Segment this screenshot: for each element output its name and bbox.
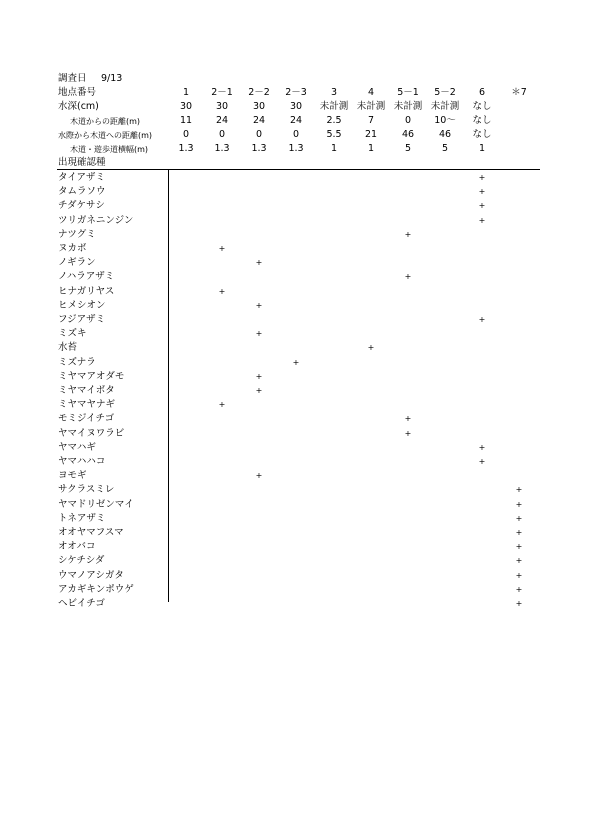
presence-mark: + (478, 443, 486, 452)
header-cell: 46 (438, 129, 452, 140)
presence-mark: + (478, 173, 486, 182)
species-name: ヨモギ (58, 470, 87, 481)
presence-mark: + (515, 514, 523, 523)
presence-mark: + (255, 301, 263, 310)
presence-mark: + (515, 599, 523, 608)
survey-date-label: 調査日 (58, 73, 87, 84)
header-cell: なし (472, 101, 492, 112)
presence-mark: + (515, 500, 523, 509)
header-cell: 3 (330, 87, 338, 98)
presence-mark: + (478, 315, 486, 324)
header-cell: 未計測 (430, 101, 460, 112)
header-cell: 24 (215, 115, 229, 126)
header-cell: 6 (478, 87, 486, 98)
header-cell: 0 (218, 129, 226, 140)
header-cell: 2－3 (285, 87, 307, 98)
header-cell: なし (472, 115, 492, 126)
presence-mark: + (404, 414, 412, 423)
species-name: ヒナガリヤス (58, 286, 115, 297)
species-name: モミジイチゴ (58, 413, 115, 424)
species-name: ミヤマヤナギ (58, 399, 116, 410)
header-cell: 1 (182, 87, 190, 98)
name-column-divider (168, 170, 169, 602)
header-cell: 0 (404, 115, 412, 126)
species-name: ヌカボ (58, 243, 87, 254)
header-cell: 1.3 (178, 143, 194, 154)
header-divider (57, 169, 540, 170)
species-name: 水苔 (58, 342, 78, 353)
species-name: ヒメシオン (58, 300, 106, 311)
header-row-label: 地点番号 (58, 87, 97, 98)
header-row-label: 木道・遊歩道横幅(m) (70, 145, 149, 154)
presence-mark: + (515, 528, 523, 537)
species-name: ヤマハハコ (58, 456, 106, 467)
header-cell: 30 (179, 101, 193, 112)
header-cell: 5 (404, 143, 412, 154)
presence-mark: + (255, 329, 263, 338)
header-cell: 0 (255, 129, 263, 140)
species-name: ノギラン (58, 257, 96, 268)
header-cell: 1 (367, 143, 375, 154)
header-cell: 11 (179, 115, 193, 126)
header-cell: 5－1 (397, 87, 419, 98)
species-name: ナツグミ (58, 229, 96, 240)
presence-mark: + (404, 429, 412, 438)
presence-mark: + (478, 187, 486, 196)
species-name: ツリガネニンジン (58, 215, 134, 226)
presence-mark: + (404, 272, 412, 281)
species-name: ミヤマイボタ (58, 385, 115, 396)
presence-mark: + (478, 457, 486, 466)
species-name: ヤマイヌワラビ (58, 428, 125, 439)
species-name: タムラソウ (58, 186, 106, 197)
species-name: ミズキ (58, 328, 87, 339)
presence-mark: + (515, 585, 523, 594)
header-cell: 2－2 (248, 87, 270, 98)
presence-mark: + (404, 230, 412, 239)
presence-mark: + (255, 372, 263, 381)
header-cell: 24 (252, 115, 266, 126)
header-cell: ＊7 (511, 87, 527, 98)
species-name: ミヤマアオダモ (58, 371, 125, 382)
header-cell: 5.5 (326, 129, 342, 140)
header-cell: 2.5 (326, 115, 342, 126)
presence-mark: + (515, 556, 523, 565)
header-cell: 4 (367, 87, 375, 98)
species-name: ヤマドリゼンマイ (58, 499, 134, 510)
header-cell: 30 (289, 101, 303, 112)
species-name: シケチシダ (58, 555, 105, 566)
presence-mark: + (218, 400, 226, 409)
presence-mark: + (515, 542, 523, 551)
presence-mark: + (292, 358, 300, 367)
species-name: ノハラアザミ (58, 271, 115, 282)
species-name: オオヤマフスマ (58, 527, 124, 538)
header-cell: 0 (182, 129, 190, 140)
presence-mark: + (515, 485, 523, 494)
header-cell: 1 (478, 143, 486, 154)
presence-mark: + (218, 287, 226, 296)
header-row-label: 水深(cm) (58, 101, 99, 112)
species-name: アカギキンポウゲ (58, 584, 134, 595)
header-cell: 未計測 (356, 101, 386, 112)
presence-mark: + (367, 343, 375, 352)
survey-date-value: 9/13 (101, 73, 123, 84)
species-name: タイアザミ (58, 172, 106, 183)
header-row-label: 水際から木道への距離(m) (58, 131, 153, 140)
header-cell: 30 (252, 101, 266, 112)
header-cell: 未計測 (393, 101, 423, 112)
header-cell: 5－2 (434, 87, 456, 98)
species-name: サクラスミレ (58, 484, 115, 495)
header-cell: 21 (364, 129, 378, 140)
presence-mark: + (255, 471, 263, 480)
presence-mark: + (515, 571, 523, 580)
header-cell: 30 (215, 101, 229, 112)
header-cell: 1.3 (251, 143, 267, 154)
species-name: ヤマハギ (58, 442, 96, 453)
species-name: チダケサシ (58, 200, 105, 211)
presence-mark: + (218, 244, 226, 253)
header-cell: 24 (289, 115, 303, 126)
header-cell: 未計測 (319, 101, 349, 112)
header-cell: なし (472, 129, 492, 140)
species-name: トネアザミ (58, 513, 106, 524)
header-cell: 1.3 (288, 143, 304, 154)
header-cell: 46 (401, 129, 415, 140)
header-cell: 10～ (434, 115, 456, 126)
presence-mark: + (255, 258, 263, 267)
header-cell: 7 (367, 115, 375, 126)
header-cell: 1 (330, 143, 338, 154)
header-cell: 5 (441, 143, 449, 154)
presence-mark: + (478, 201, 486, 210)
presence-mark: + (478, 216, 486, 225)
header-cell: 2－1 (211, 87, 233, 98)
species-header: 出現確認種 (58, 157, 106, 168)
header-row-label: 木道からの距離(m) (70, 117, 141, 126)
species-name: ヘビイチゴ (58, 598, 105, 609)
species-name: ウマノアシガタ (58, 570, 124, 581)
header-cell: 1.3 (214, 143, 230, 154)
species-name: ミズナラ (58, 357, 96, 368)
header-cell: 0 (292, 129, 300, 140)
presence-mark: + (255, 386, 263, 395)
species-name: オオバコ (58, 541, 96, 552)
species-name: フジアザミ (58, 314, 106, 325)
